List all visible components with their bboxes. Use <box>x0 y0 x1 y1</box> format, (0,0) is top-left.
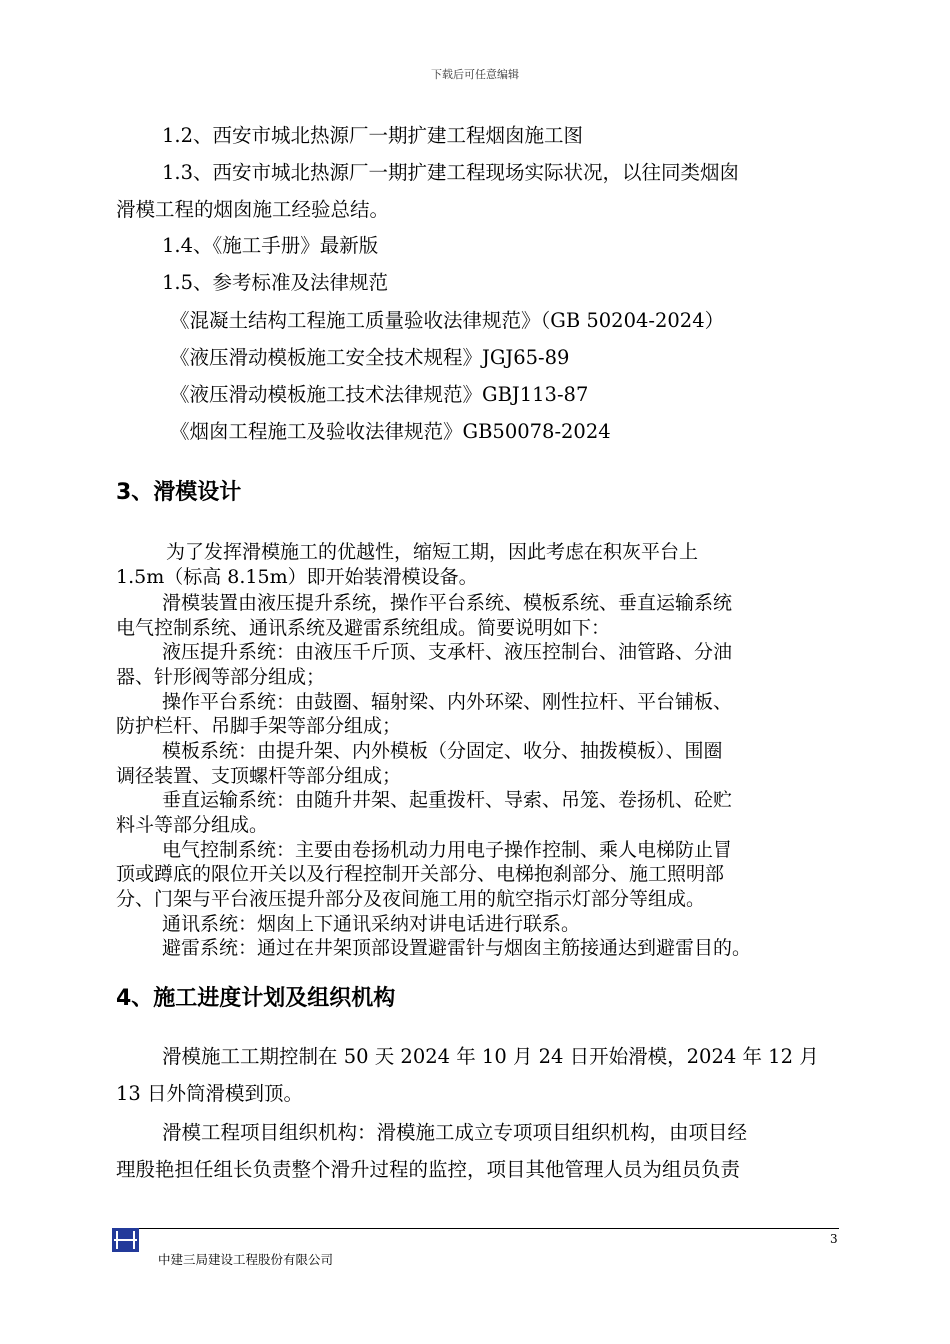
section-3-line: 滑模装置由液压提升系统，操作平台系统、模板系统、垂直运输系统 <box>162 592 733 614</box>
section-3-line: 1.5m（标高 8.15m）即开始装滑模设备。 <box>116 566 478 588</box>
section-4-para2-line1: 滑模工程项目组织机构：滑模施工成立专项项目组织机构，由项目经 <box>162 1121 748 1144</box>
footer-rule <box>112 1228 839 1229</box>
section-3-line: 操作平台系统：由鼓圈、辐射梁、内外环梁、刚性拉杆、平台铺板、 <box>162 691 733 713</box>
section-3-line: 电气控制系统、通讯系统及避雷系统组成。简要说明如下： <box>116 617 611 639</box>
section-3-line: 器、针形阀等部分组成； <box>116 666 326 688</box>
section-3-heading: 3、滑模设计 <box>116 480 242 505</box>
header-note: 下载后可任意编辑 <box>431 68 519 81</box>
section-3-line: 避雷系统：通过在井架顶部设置避雷针与烟囱主筋接通达到避雷目的。 <box>162 937 752 959</box>
section-3-line: 通讯系统：烟囱上下通讯采纳对讲电话进行联系。 <box>162 913 581 935</box>
section-3-line: 模板系统：由提升架、内外模板（分固定、收分、抽拨模板）、围圈 <box>162 740 723 762</box>
company-name: 中建三局建设工程股份有限公司 <box>158 1252 334 1267</box>
section-3-line: 顶或蹲底的限位开关以及行程控制开关部分、电梯抱刹部分、施工照明部 <box>116 863 725 885</box>
section-3-line: 调径装置、支顶螺杆等部分组成； <box>116 765 402 787</box>
section-3-line: 垂直运输系统：由随升井架、起重拨杆、导索、吊笼、卷扬机、砼贮 <box>162 789 733 811</box>
section-3-line: 分、门架与平台液压提升部分及夜间施工用的航空指示灯部分等组成。 <box>116 888 706 910</box>
ref-1-5: 1.5、参考标准及法律规范 <box>162 271 389 294</box>
section-3-line: 液压提升系统：由液压千斤顶、支承杆、液压控制台、油管路、分油 <box>162 641 733 663</box>
section-3-line: 电气控制系统：主要由卷扬机动力用电子操作控制、乘人电梯防止冒 <box>162 839 733 861</box>
section-4-para1-line1: 滑模施工工期控制在 50 天 2024 年 10 月 24 日开始滑模，2024 年 12 月 <box>162 1045 819 1068</box>
section-4-para1-line2: 13 日外筒滑模到顶。 <box>116 1082 304 1105</box>
company-logo-icon <box>112 1228 139 1252</box>
standard-1: 《混凝土结构工程施工质量验收法律规范》（GB 50204-2024） <box>170 309 725 332</box>
section-3-line: 料斗等部分组成。 <box>116 814 269 836</box>
ref-1-2: 1.2、西安市城北热源厂一期扩建工程烟囱施工图 <box>162 124 584 147</box>
standard-2: 《液压滑动模板施工安全技术规程》JGJ65-89 <box>170 346 570 369</box>
page-number: 3 <box>830 1232 838 1246</box>
ref-1-3-line2: 滑模工程的烟囱施工经验总结。 <box>116 198 390 221</box>
standard-4: 《烟囱工程施工及验收法律规范》GB50078-2024 <box>170 420 611 443</box>
section-3-line: 防护栏杆、吊脚手架等部分组成； <box>116 715 402 737</box>
ref-1-3-line1: 1.3、西安市城北热源厂一期扩建工程现场实际状况，以往同类烟囱 <box>162 161 740 184</box>
section-3-line: 为了发挥滑模施工的优越性，缩短工期，因此考虑在积灰平台上 <box>166 541 699 563</box>
ref-1-4: 1.4、《施工手册》最新版 <box>162 234 379 257</box>
section-4-para2-line2: 理殷艳担任组长负责整个滑升过程的监控，项目其他管理人员为组员负责 <box>116 1158 741 1181</box>
standard-3: 《液压滑动模板施工技术法律规范》GBJ113-87 <box>170 383 589 406</box>
section-4-heading: 4、施工进度计划及组织机构 <box>116 986 396 1011</box>
